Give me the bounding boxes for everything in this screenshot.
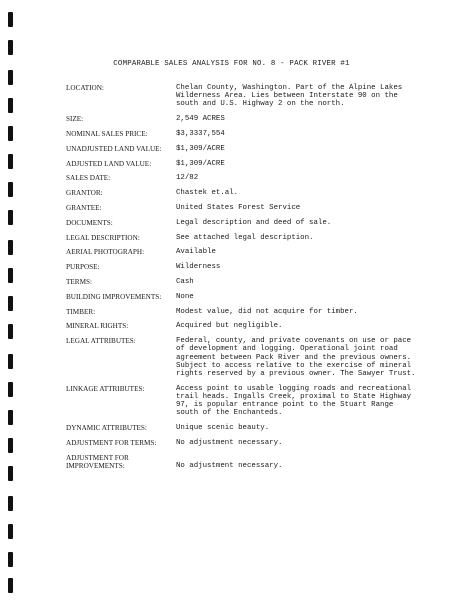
field-value: Acquired but negligible. xyxy=(176,322,283,331)
field-row-documents xyxy=(66,219,446,227)
field-label: MINERAL RIGHTS: xyxy=(66,322,129,331)
punch-hole xyxy=(8,524,13,539)
punch-hole xyxy=(8,182,13,197)
field-value: Chastek et.al. xyxy=(176,189,239,198)
field-row-legal-description xyxy=(66,234,446,242)
field-row-adjusted-land-value xyxy=(66,160,446,168)
punch-hole xyxy=(8,466,13,481)
field-value: Legal description and deed of sale. xyxy=(176,218,332,227)
field-value: Wilderness xyxy=(176,263,221,272)
field-value: Available xyxy=(176,248,216,257)
field-row-linkage-attributes xyxy=(66,385,446,418)
field-row-terms xyxy=(66,278,446,286)
punch-hole xyxy=(8,98,13,113)
field-label: DYNAMIC ATTRIBUTES: xyxy=(66,424,147,433)
field-label: TERMS: xyxy=(66,277,92,286)
sales-analysis-fields xyxy=(66,84,446,477)
punch-hole xyxy=(8,40,13,55)
document-title: COMPARABLE SALES ANALYSIS FOR NO. 8 - PACK RIVER #1 xyxy=(113,60,350,68)
field-row-aerial-photograph xyxy=(66,248,446,256)
field-label: NOMINAL SALES PRICE: xyxy=(66,130,148,138)
punch-hole xyxy=(8,410,13,425)
field-value: Cash xyxy=(176,277,194,286)
punch-hole xyxy=(8,578,13,593)
field-value: None xyxy=(176,292,194,301)
field-label: SIZE: xyxy=(66,115,84,124)
punch-hole xyxy=(8,70,13,85)
field-value: $1,309/ACRE xyxy=(176,144,225,153)
field-row-mineral-rights xyxy=(66,322,446,330)
field-label: TIMBER: xyxy=(66,307,96,316)
field-value: 2,549 ACRES xyxy=(176,115,225,124)
punch-hole xyxy=(8,496,13,511)
field-label: LOCATION: xyxy=(66,84,104,92)
field-row-adjustment-for-improvements xyxy=(66,454,446,470)
field-row-building-improvements xyxy=(66,293,446,301)
field-value: $3,3337,554 xyxy=(176,130,225,138)
field-label: LEGAL ATTRIBUTES: xyxy=(66,337,136,346)
field-label: ADJUSTED LAND VALUE: xyxy=(66,159,152,168)
punch-hole xyxy=(8,210,13,225)
field-label: ADJUSTMENT FOR TERMS: xyxy=(66,438,157,447)
field-label: LEGAL DESCRIPTION: xyxy=(66,233,140,242)
punch-hole xyxy=(8,268,13,283)
field-label: PURPOSE: xyxy=(66,263,100,272)
punch-hole xyxy=(8,438,13,453)
punch-hole xyxy=(8,296,13,311)
punch-hole xyxy=(8,552,13,567)
field-label: BUILDING IMPROVEMENTS: xyxy=(66,292,162,301)
field-row-location xyxy=(66,84,446,109)
field-value: Unique scenic beauty. xyxy=(176,424,270,433)
field-value: See attached legal description. xyxy=(176,233,314,242)
punch-hole xyxy=(8,324,13,339)
field-row-grantee xyxy=(66,204,446,212)
punch-hole xyxy=(8,382,13,397)
field-label: AERIAL PHOTOGRAPH: xyxy=(66,248,145,257)
field-value: $1,309/ACRE xyxy=(176,159,225,168)
field-label: DOCUMENTS: xyxy=(66,218,113,227)
field-label: SALES DATE: xyxy=(66,174,111,183)
field-value: Chelan County, Washington. Part of the Alpine Lakes Wilderness Area. Lies between Interstate 90 on the south and U.S. Highway 2 on the north. xyxy=(176,84,403,109)
field-value: Federal, county, and private covenants on use or pace of development and logging. Operational joint road agreement between Pack River and the previous owners. Subject to access relative to the exercise of mineral rights reserved by a previous owner. The Sawyer Trust. xyxy=(176,337,416,378)
field-label: GRANTOR: xyxy=(66,189,103,198)
field-row-unadjusted-land-value xyxy=(66,145,446,153)
field-label: LINKAGE ATTRIBUTES: xyxy=(66,384,145,393)
field-value: United States Forest Service xyxy=(176,203,301,212)
field-row-purpose xyxy=(66,263,446,271)
punch-hole xyxy=(8,240,13,255)
field-row-grantor xyxy=(66,189,446,197)
field-row-legal-attributes xyxy=(66,337,446,378)
punch-hole xyxy=(8,12,13,27)
field-value: Modest value, did not acquire for timber. xyxy=(176,307,358,316)
punch-hole xyxy=(8,154,13,169)
field-row-size xyxy=(66,115,446,123)
field-row-timber xyxy=(66,308,446,316)
field-label: ADJUSTMENT FOR IMPROVEMENTS: xyxy=(66,453,129,470)
field-label: GRANTEE: xyxy=(66,203,102,212)
punch-hole xyxy=(8,354,13,369)
field-value: Access point to usable logging roads and recreational trail heads. Ingalls Creek, proximal to State Highway 97, is popular entrance point to the Stuart Range south of the Enchanteds. xyxy=(176,384,412,418)
punch-hole xyxy=(8,126,13,141)
field-row-sales-date xyxy=(66,174,446,182)
field-value: No adjustment necessary. xyxy=(176,438,283,447)
field-label: UNADJUSTED LAND VALUE: xyxy=(66,144,162,153)
field-row-nominal-sales-price xyxy=(66,130,446,138)
field-row-dynamic-attributes xyxy=(66,424,446,432)
field-row-adjustment-for-terms xyxy=(66,439,446,447)
field-value: 12/82 xyxy=(176,174,199,183)
field-value: No adjustment necessary. xyxy=(176,461,283,470)
